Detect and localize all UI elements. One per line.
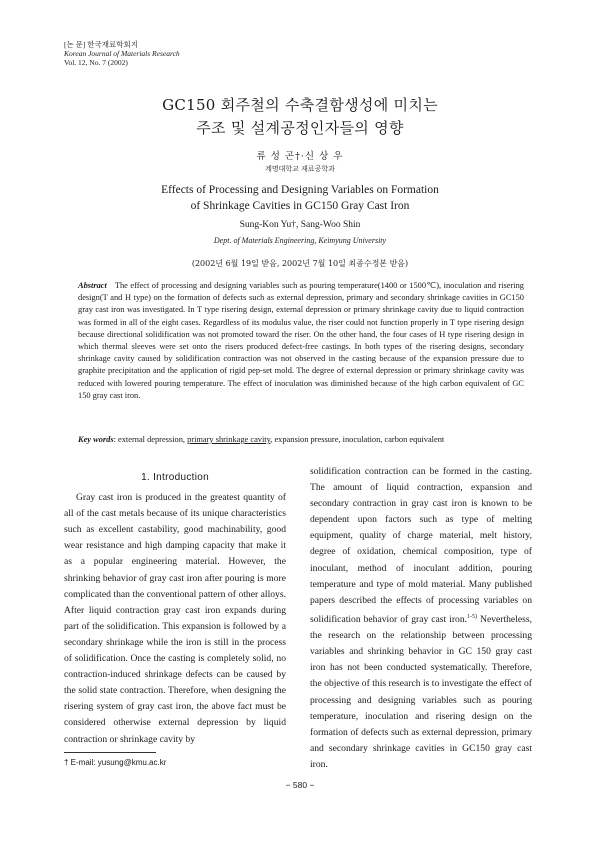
title-korean (0, 94, 600, 140)
journal-kind: [논 문] 한국재료학회지 (64, 40, 138, 49)
intro-paragraph-right (310, 464, 532, 773)
keywords-underlined: primary shrinkage cavity (187, 435, 271, 444)
keywords-after: , expansion pressure, inoculation, carbon equivalent (270, 435, 445, 444)
title-english-line1: Effects of Processing and Designing Variables on Formation (161, 184, 439, 196)
intro-paragraph-left: Gray cast iron is produced in the greatest quantity of all of the cast metals because of its unique characteristics such as excellent castability, good machinability, good wear resistance and high damping capacity that make it as a popular engineering material. However, the shrinking behavior of gray cast iron after pouring is more complicated than the conventional pattern of other alloys. After liquid contraction gray cast iron expands during part of the solidification. This expansion is followed by a secondary shrinkage while the iron is still in the process of solidification. Once the casting is completely solid, no contraction-induced shrinkage defects can be caused by the solid state contraction. Therefore, when designing the risering system of gray cast iron, the above fact must be considered otherwise external depression by liquid contraction or shrinkage cavity by (64, 492, 286, 745)
title-english (0, 182, 600, 214)
received-dates: (2002년 6월 19일 받음, 2002년 7월 10일 최종수정본 받음) (191, 259, 409, 268)
affiliation-english: Dept. of Materials Engineering, Keimyung University (213, 236, 387, 245)
page-number: − 580 − (285, 780, 315, 790)
journal-name: Korean Journal of Materials Research (64, 49, 180, 58)
reference-marker: 1-5) (467, 613, 478, 620)
journal-volume: Vol. 12, No. 7 (2002) (64, 58, 128, 67)
footnote-divider (64, 752, 156, 753)
intro-right-part-b: Nevertheless, the research on the relationship between processing variables and shrinking behavior in GC 150 gray cast iron has not been conducted systematically. Therefore, the objective of this research is to investigate the effect of processing and designing variables such as pouring temperature, inoculation and risering design on the formation of defects such as external depression, primary and secondary shrinkage cavities in GC150 gray cast iron. (310, 614, 532, 770)
abstract-label: Abstract (78, 281, 107, 290)
title-korean-line2: 주조 및 설계공정인자들의 영향 (196, 119, 404, 137)
keywords-label: Key words (78, 435, 114, 444)
authors-english: Sung-Kon Yu†, Sang-Woo Shin (239, 220, 361, 230)
journal-header (64, 40, 180, 67)
left-column (64, 464, 286, 748)
right-column (310, 464, 532, 773)
intro-right-part-a: solidification contraction can be formed in the casting. The amount of liquid contraction, expansion and secondary contraction in gray cast iron is known to be dependent upon factors such as type of melting equipment, quality of charge material, melt history, degree of oxidation, chemical composition, type of inoculant, method of inoculant addition, pouring temperature and type of mold material. Many published papers described the effects of processing variables on solidification behavior of gray cast iron. (310, 466, 532, 626)
authors-korean: 류 성 곤†·신 상 우 (256, 151, 344, 162)
abstract (78, 280, 524, 402)
keywords (78, 434, 524, 446)
title-english-line2: of Shrinkage Cavities in GC150 Gray Cast Iron (190, 200, 410, 212)
abstract-text: The effect of processing and designing variables such as pouring temperature(1400 or 1500℃), inoculation and risering design(T and H type) on the formation of defects such as external depression, primary and secondary shrinkage cavities in GC150 gray cast iron was investigated. In T type risering design, external depression or primary shrinkage cavity due to liquid contraction was formed in all of the eight cases. Regardless of its modulus value, the riser could not function properly in T type risering design because directional solidification was not promoted toward the riser. On the other hand, the four cases of H type risering design in which thermal sleeves were set onto the risers produced defect-free castings. In both types of the risering designs, secondary shrinkage cavity caused by solidification contraction was not observed in the casting because of the expansion pressure due to graphite precipitation and the application of rigid pep-set mold. The degree of external depression or primary shrinkage cavity was reduced with lowered pouring temperature. The effect of inoculation was diminished because of the high carbon equivalent of GC 150 gray cast iron. (78, 281, 524, 400)
footnote-email: † E-mail: yusung@kmu.ac.kr (64, 758, 167, 767)
section-heading-introduction: 1. Introduction (141, 472, 209, 483)
affiliation-korean: 계명대학교 재료공학과 (265, 165, 335, 173)
keywords-before: : external depression, (113, 435, 188, 444)
title-korean-line1: GC150 회주철의 수축결함생성에 미치는 (162, 96, 438, 114)
